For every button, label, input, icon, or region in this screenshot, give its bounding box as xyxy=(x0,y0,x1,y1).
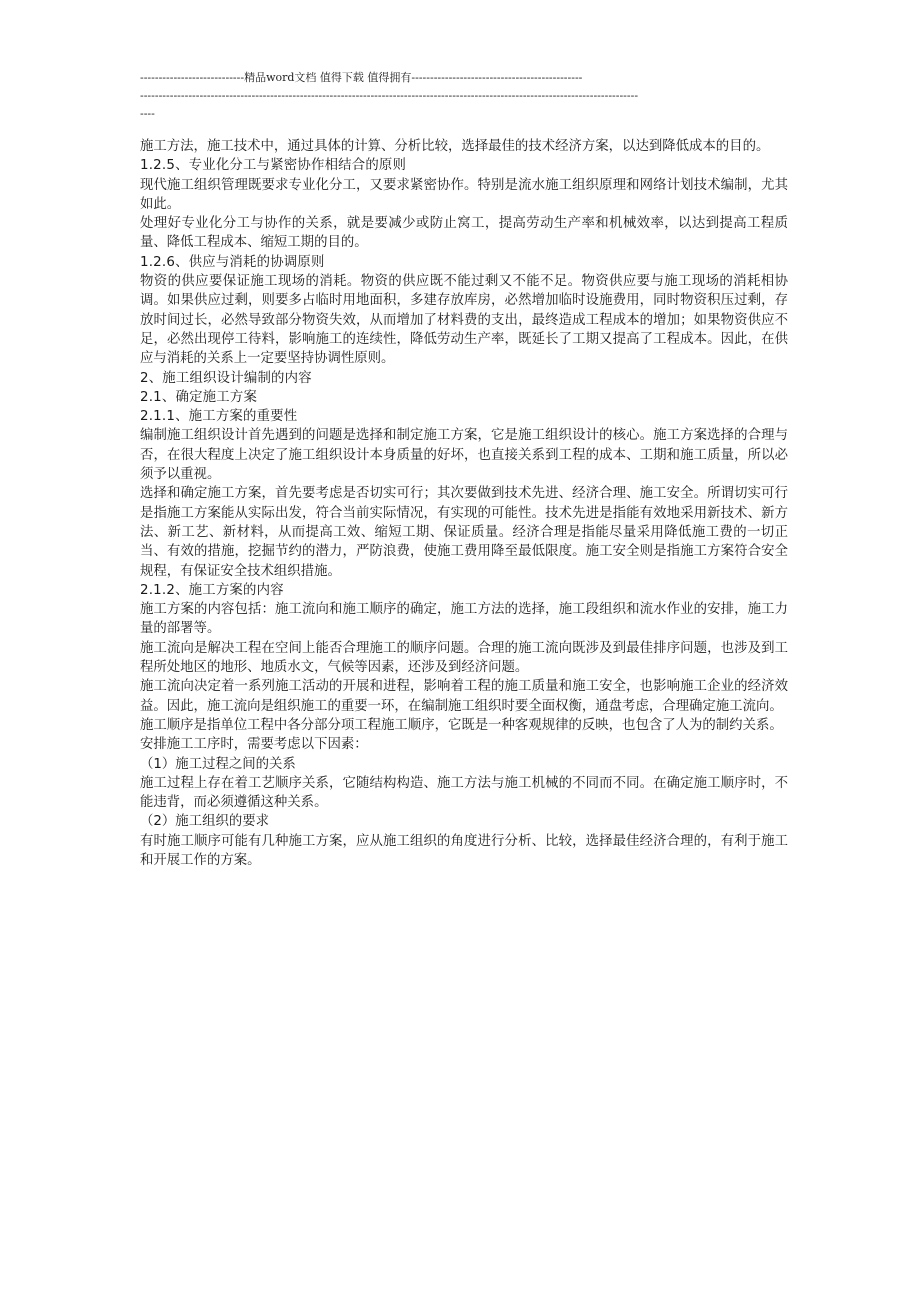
body-paragraph: 安排施工工序时，需要考虑以下因素： xyxy=(140,737,368,753)
body-paragraph: 物资的供应要保证施工现场的消耗。物资的供应既不能过剩又不能不足。物资供应要与施工现场的消耗相协调。如果供应过剩，则要多占临时用地面积，多建存放库房，必然增加临时设施费用，同时物资积压过剩，存放时间过长，必然导致部分物资失效，从而增加了材料费的支出，最终造成工程成本的增加；如果物资供应不足，必然出现停工待料，影响施工的连续性，降低劳动生产率，既延长了工期又提高了工程成本。因此，在供应与消耗的关系上一定要坚持协调性原则。 xyxy=(140,274,788,367)
body-paragraph: 现代施工组织管理既要求专业化分工，又要求紧密协作。特别是流水施工组织原理和网络计划技术编制，尤其如此。 xyxy=(140,177,788,212)
section-heading-2-1: 2.1、确定施工方案 xyxy=(140,389,258,405)
body-paragraph: 选择和确定施工方案，首先要考虑是否切实可行；其次要做到技术先进、经济合理、施工安全。所谓切实可行是指施工方案能从实际出发，符合当前实际情况，有实现的可能性。技术先进是指能有效地采用新技术、新方法、新工艺、新材料，从而提高工效、缩短工期、保证质量。经济合理是指能尽量采用降低施工费的一切正当、有效的措施，挖掘节约的潜力，严防浪费，使施工费用降至最低限度。施工安全则是指施工方案符合安全规程，有保证安全技术组织措施。 xyxy=(140,486,788,579)
body-paragraph: 处理好专业化分工与协作的关系，就是要减少或防止窝工，提高劳动生产率和机械效率，以达到提高工程质量、降低工程成本、缩短工期的目的。 xyxy=(140,216,788,251)
body-paragraph: 施工顺序是指单位工程中各分部分项工程施工顺序，它既是一种客观规律的反映，也包含了人为的制约关系。 xyxy=(140,717,783,733)
body-paragraph: 施工过程上存在着工艺顺序关系，它随结构构造、施工方法与施工机械的不同而不同。在确定施工顺序时，不能违背，而必须遵循这种关系。 xyxy=(140,775,788,811)
header-rule: -------------------------------------------------------------------------------------------------------------------------------------- xyxy=(140,89,639,102)
page-header-banner: ----------------------------精品word文档 值得下载 值得拥有---------------------------------------------- xyxy=(140,71,583,84)
list-item-heading: （1）施工过程之间的关系 xyxy=(140,756,296,772)
body-paragraph: 施工流向是解决工程在空间上能否合理施工的顺序问题。合理的施工流向既涉及到最佳排序问题，也涉及到工程所处地区的地形、地质水文，气候等因素，还涉及到经济问题。 xyxy=(140,640,788,676)
list-item-heading: （2）施工组织的要求 xyxy=(140,814,270,830)
section-heading-1-2-5: 1.2.5、专业化分工与紧密协作相结合的原则 xyxy=(140,158,407,174)
body-paragraph: 编制施工组织设计首先遇到的问题是选择和制定施工方案，它是施工组织设计的核心。施工方案选择的合理与否，在很大程度上决定了施工组织设计本身质量的好坏，也直接关系到工程的成本、工期和施工质量，所以必须予以重视。 xyxy=(140,428,788,483)
body-paragraph: 施工流向决定着一系列施工活动的开展和进程，影响着工程的施工质量和施工安全，也影响施工企业的经济效益。因此，施工流向是组织施工的重要一环，在编制施工组织时要全面权衡，通盘考虑，合理确定施工流向。 xyxy=(140,679,788,714)
body-paragraph: 有时施工顺序可能有几种施工方案，应从施工组织的角度进行分析、比较，选择最佳经济合理的，有利于施工和开展工作的方案。 xyxy=(140,833,788,868)
section-heading-2: 2、施工组织设计编制的内容 xyxy=(140,370,312,386)
section-heading-1-2-6: 1.2.6、供应与消耗的协调原则 xyxy=(140,254,325,270)
body-paragraph: 施工方法，施工技术中，通过具体的计算、分析比较，选择最佳的技术经济方案，以达到降低成本的目的。 xyxy=(140,139,770,154)
header-rule-tail: ---- xyxy=(140,107,155,120)
section-heading-2-1-2: 2.1.2、施工方案的内容 xyxy=(140,582,284,598)
section-heading-2-1-1: 2.1.1、施工方案的重要性 xyxy=(140,409,298,425)
body-paragraph: 施工方案的内容包括：施工流向和施工顺序的确定，施工方法的选择，施工段组织和流水作业的安排，施工力量的部署等。 xyxy=(140,602,788,637)
document-body xyxy=(140,137,788,870)
